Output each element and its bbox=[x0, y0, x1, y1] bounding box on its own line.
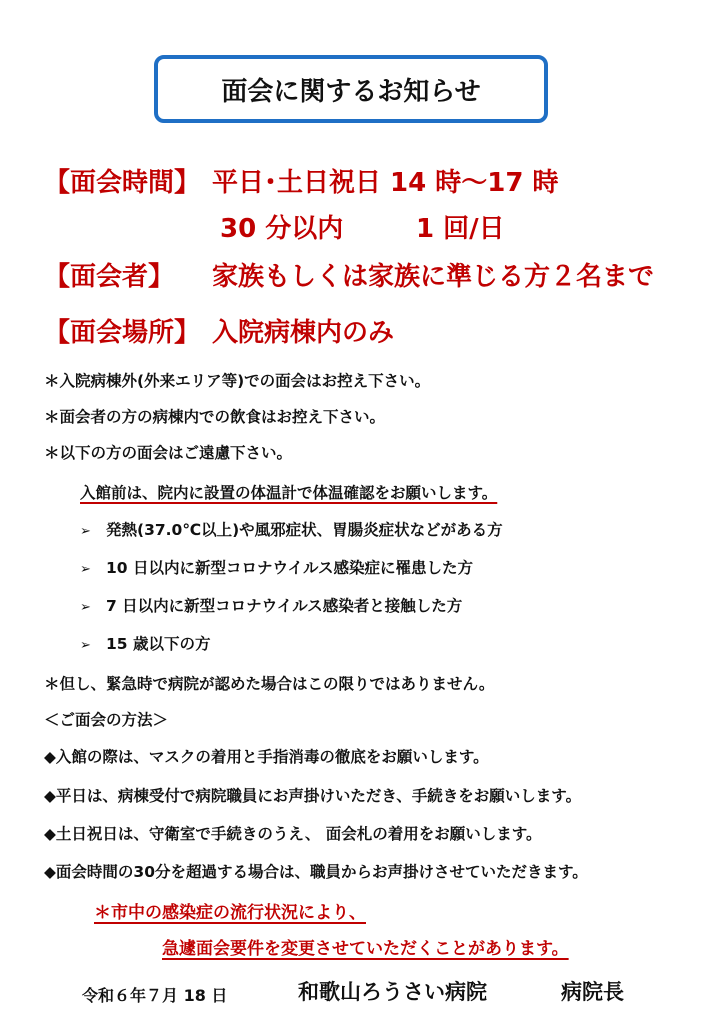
restricted-item: ➢ 15 歳以下の方 bbox=[80, 635, 211, 653]
visitors-value: 家族もしくは家族に準じる方２名まで bbox=[212, 262, 655, 292]
page-title-text: 面会に関するお知らせ bbox=[221, 76, 481, 107]
signoff-date: 令和６年７月 18 日 bbox=[82, 986, 228, 1005]
exception-note: ＊但し、緊急時で病院が認めた場合はこの限りではありません。 bbox=[44, 675, 495, 693]
method-item: ◆面会時間の30分を超過する場合は、職員からお声掛けさせていただきます。 bbox=[44, 863, 588, 881]
signoff-position: 病院長 bbox=[561, 980, 624, 1004]
method-heading: ＜ご面会の方法＞ bbox=[44, 711, 169, 729]
visit-time-duration: 30 分以内 bbox=[220, 214, 344, 244]
arrow-bullet-icon: ➢ bbox=[80, 562, 91, 577]
arrow-bullet-icon: ➢ bbox=[80, 600, 91, 615]
note-eating: ＊面会者の方の病棟内での飲食はお控え下さい。 bbox=[44, 408, 386, 426]
note-outpatient: ＊入院病棟外(外来エリア等)での面会はお控え下さい。 bbox=[44, 372, 431, 390]
signoff-hospital: 和歌山ろうさい病院 bbox=[298, 980, 487, 1004]
arrow-bullet-icon: ➢ bbox=[80, 638, 91, 653]
visitors-label: 【面会者】 bbox=[44, 262, 175, 292]
warning-line1: ＊市中の感染症の流行状況により、 bbox=[94, 903, 366, 923]
restricted-item: ➢ 発熱(37.0℃以上)や風邪症状、胃腸炎症状などがある方 bbox=[80, 521, 503, 539]
arrow-bullet-icon: ➢ bbox=[80, 524, 91, 539]
visit-time-frequency: 1 回/日 bbox=[416, 214, 505, 244]
method-item: ◆入館の際は、マスクの着用と手指消毒の徹底をお願いします。 bbox=[44, 748, 489, 766]
visit-time-line1: 平日･土日祝日 14 時～17 時 bbox=[212, 168, 559, 198]
place-label: 【面会場所】 bbox=[44, 318, 201, 348]
restricted-item: ➢ 7 日以内に新型コロナウイルス感染者と接触した方 bbox=[80, 597, 463, 615]
place-value: 入院病棟内のみ bbox=[212, 318, 395, 348]
temperature-check-note: 入館前は、院内に設置の体温計で体温確認をお願いします。 bbox=[80, 484, 498, 502]
method-item: ◆土日祝日は、守衛室で手続きのうえ、 面会札の着用をお願いします。 bbox=[44, 825, 542, 843]
restricted-item: ➢ 10 日以内に新型コロナウイルス感染症に罹患した方 bbox=[80, 559, 474, 577]
method-item: ◆平日は、病棟受付で病院職員にお声掛けいただき、手続きをお願いします。 bbox=[44, 787, 582, 805]
visit-time-label: 【面会時間】 bbox=[44, 168, 201, 198]
note-refrain: ＊以下の方の面会はご遠慮下さい。 bbox=[44, 444, 293, 462]
warning-line2: 急遽面会要件を変更させていただくことがあります。 bbox=[162, 939, 569, 959]
page-title bbox=[154, 55, 548, 123]
